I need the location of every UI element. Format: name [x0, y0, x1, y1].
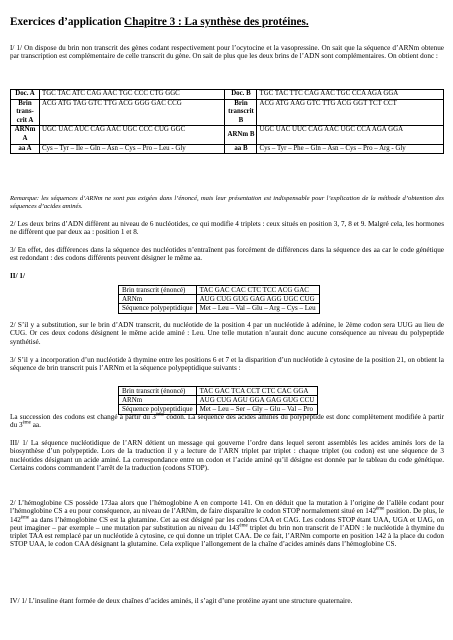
doc-a-sequence: TGC TAC ATC CAG AAC TGC CCC CTG GGC — [39, 90, 225, 100]
brin-b-sequence: ACG ATG AAG GTC TTG ACG GGT TCT CCT — [257, 99, 444, 126]
row-sequence: AUG CUG GUG GAG AGG UGC CUG — [196, 295, 319, 304]
row-sequence: TAC GAC TCA CCT CTC CAC GGA — [196, 387, 318, 396]
table-row — [119, 387, 318, 396]
sequence-table-1 — [10, 89, 444, 154]
aa-b-sequence: Cys – Tyr – Phe – Gln – Asn – Cys – Pro – Arg - Gly — [257, 144, 444, 154]
title-chapter: Chapitre 3 : La synthèse des protéines. — [124, 16, 309, 28]
exercise-2-q3: 3/ S’il y a incorporation d’un nucléotide à thymine entre les positions 6 et 7 et la disparition d’un nucléotide à cytosine de la position 21, on obtient la séquence de brin transcrit puis l’ARNm et la séquence polypeptidique suivants : — [10, 356, 444, 373]
row-sequence: TAC GAC CAC CTC TCC ACG GAC — [196, 286, 319, 295]
row-sequence: Met – Leu – Val – Glu – Arg – Cys – Leu — [196, 304, 319, 313]
row-label: Brin transcrit (énoncé) — [119, 387, 197, 396]
table-row — [11, 144, 444, 154]
brin-b-label: Brin transcrit B — [225, 99, 257, 126]
exercise-2-q2 — [10, 321, 444, 346]
table-row — [11, 126, 444, 144]
q2-text: 2/ S’il y a substitution, sur le brin d’ADN transcrit, du nucléotide de la position 4 par un nucléotide à adénine, le 2ème codon sera UUG au lieu de CUG. Or ces deux codons désignent le même acide aminé : Leu. Une telle mutation n’aurait donc aucune conséquence au niveau du polypeptide synthétisé. — [10, 321, 444, 346]
table-row — [119, 304, 320, 313]
table-row — [119, 396, 318, 405]
exercise-2-heading: II/ 1/ — [10, 272, 25, 280]
doc-b-sequence: TGC TAC TTC CAG AAC TGC CCA AGA GGA — [257, 90, 444, 100]
exercise-1-q2: 2/ Les deux brins d’ADN diffèrent au niveau de 6 nucléotides, ce qui modifie 4 triplets : ceux situés en position 3, 7, 8 et 9. Malgré cela, les hormones ne diffèrent que par deux aa : position 1 et 8. — [10, 220, 444, 237]
exercise-1-intro: I/ 1/ On dispose du brin non transcrit des gènes codant respectivement pour l’ocytocine et la vasopressine. On sait que la séquence d’ARNm obtenue par transcription est complémentaire de celle transcrit du gène. On sait de plus que les deux brins de l’ADN sont complémentaires. On obtient donc : — [10, 44, 444, 61]
remark: Remarque: les séquences d’ARNm ne sont pas exigées dans l’énoncé, mais leur présentation est indispensable pour l’explication de la méthode d’obtention des séquences d’acides aminés. — [10, 195, 444, 210]
row-sequence: Met – Leu – Ser – Gly – Glu – Val – Pro — [196, 405, 318, 414]
aa-a-sequence: Cys – Tyr – Ile – Gln – Asn – Cys – Pro – Leu - Gly — [39, 144, 225, 154]
row-label: Brin transcrit (énoncé) — [119, 286, 197, 295]
arnm-b-sequence: UGC UAC UUC CAG AAC UGC CCA AGA GGA — [257, 126, 444, 144]
brin-a-sequence: ACG ATG TAG GTC TTG ACG GGG GAC CCG — [39, 99, 225, 126]
row-label: Séquence polypeptidique — [119, 405, 197, 414]
sequence-table-3 — [118, 386, 318, 415]
table-row — [119, 295, 320, 304]
exercise-4-q1: IV/ 1/ L’insuline étant formée de deux chaînes d’acides aminés, il s’agit d’une protéine ayant une structure quaternaire. — [10, 597, 353, 605]
title-prefix: Exercices d’application — [10, 16, 125, 28]
exercise-3-q1: III/ 1/ La séquence nucléotidique de l’ARN détient un message qui gouverne l’ordre dans lequel seront assemblés les acides aminés lors de la biosynthèse d’un polypeptide. Lors de la traduction il y a lecture de l’ARN triplet par triplet : chaque triplet (ou codon) est une séquence de 3 nucléotides désignant un acide aminé. La correspondance entre un codon et l’acide aminé qu’il désigne est donnée par le tableau du code génétique. Certains codons commandent l’arrêt de la traduction (codons STOP). — [10, 439, 444, 472]
aa-a-label: aa A — [11, 144, 40, 154]
sequence-table-2 — [118, 285, 320, 314]
exercise-2-q3-conclusion: La succession des codons est changé à partir du 3ème codon. La séquence des acides aminés du polypeptide est donc complètement modifiée à partir du 3ème aa. — [10, 412, 444, 430]
doc-b-label: Doc. B — [225, 90, 257, 100]
exercise-1-q3: 3/ En effet, des différences dans la séquence des nucléotides n’entraînent pas forcément de différences dans la séquence des aa car le code génétique est redondant : des codons différents peuvent désigner le même aa. — [10, 246, 444, 263]
exercise-3-q2: 2/ L’hémoglobine CS possède 173aa alors que l’hémoglobine A en comporte 141. On en déduit que la mutation à l’origine de l’allèle codant pour l’hémoglobine CS a eu pour conséquence, au niveau de l’ARNm, de faire disparaître le codon STOP normalement situé en 142ème position. De plus, le 142ème aa dans l’hémoglobine CS est la glutamine. Cet aa est désigné par les codons CAA et CAG. Les codons STOP étant UAA, UGA et UAG, on peut imaginer – par exemple – une mutation par substitution au niveau du 143ème triplet du brin non transcrit de l’ADN : le nucléotide à thymine du triplet TAA est remplacé par un nucléotide à cytosine, ce qui donne un triplet CAA. De ce fait, l’ARNm comporte en position 142 à la place du codon STOP UAA, le codon CAA désignant la glutamine. Cela explique l’allongement de la chaîne d’acides aminés dans l’hémoglobine CS. — [10, 499, 444, 549]
row-label: ARNm — [119, 295, 197, 304]
row-label: Séquence polypeptidique — [119, 304, 197, 313]
page-title — [10, 16, 309, 28]
doc-a-label: Doc. A — [11, 90, 40, 100]
row-label: ARNm — [119, 396, 197, 405]
arnm-a-sequence: UGC UAC AUC CAG AAC UGC CCC CUG GGC — [39, 126, 225, 144]
row-sequence: AUG CUG AGU GGA GAG GUG CCU — [196, 396, 318, 405]
arnm-a-label: ARNm A — [11, 126, 40, 144]
brin-a-label: Brin trans-crit A — [11, 99, 40, 126]
aa-b-label: aa B — [225, 144, 257, 154]
table-row — [11, 90, 444, 100]
table-row — [11, 99, 444, 126]
arnm-b-label: ARNm B — [225, 126, 257, 144]
table-row — [119, 286, 320, 295]
